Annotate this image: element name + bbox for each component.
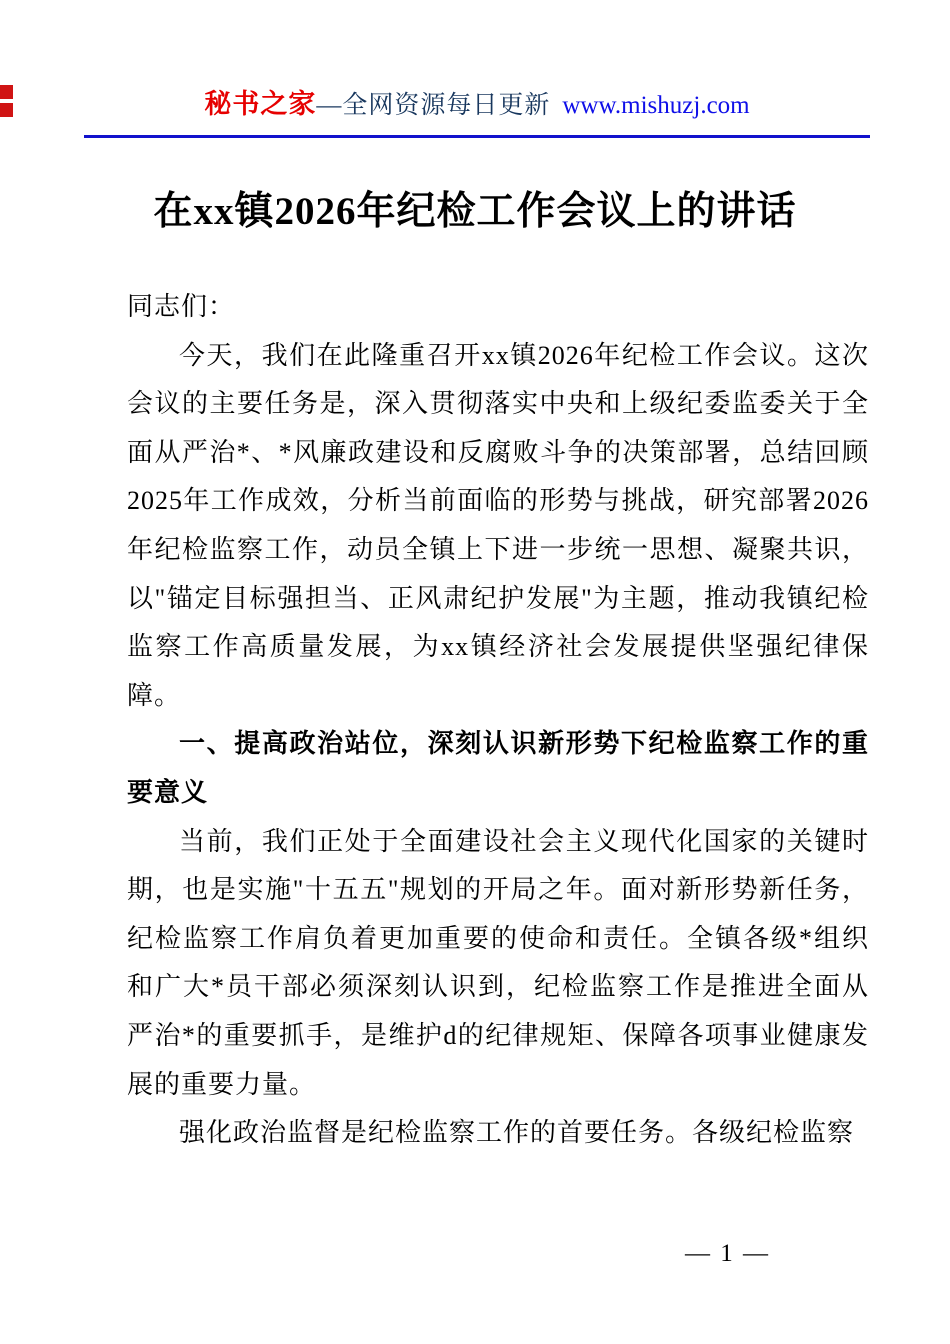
paragraph: 今天，我们在此隆重召开xx镇2026年纪检工作会议。这次会议的主要任务是，深入贯彻落实中央和上级纪委监委关于全面从严治*、*风廉政建设和反腐败斗争的决策部署，总结回顾2025年工作成效，分析当前面临的形势与挑战，研究部署2026年纪检监察工作，动员全镇上下进一步统一思想、凝聚共识，以"锚定目标强担当、正风肃纪护发展"为主题，推动我镇纪检监察工作高质量发展，为xx镇经济社会发展提供坚强纪律保障。: [127, 340, 869, 710]
site-brand: 秘书之家: [204, 89, 317, 119]
site-header: [84, 88, 870, 122]
red-corner-mark-bottom: [0, 103, 13, 117]
site-tagline: —全网资源每日更新: [316, 92, 551, 119]
document-title: 在xx镇2026年纪检工作会议上的讲话: [153, 190, 797, 233]
header-divider: [84, 135, 870, 138]
paragraph: 当前，我们正处于全面建设社会主义现代化国家的关键时期，也是实施"十五五"规划的开局之年。面对新形势新任务，纪检监察工作肩负着更加重要的使命和责任。全镇各级*组织和广大*员干部必须深刻认识到，纪检监察工作是推进全面从严治*的重要抓手，是维护d的纪律规矩、保障各项事业健康发展的重要力量。: [127, 826, 869, 1099]
red-corner-mark-top: [0, 85, 13, 99]
section-heading: 一、提高政治站位，深刻认识新形势下纪检监察工作的重要意义: [127, 729, 869, 807]
document-body: [127, 283, 869, 1158]
site-url-link[interactable]: www.mishuzj.com: [562, 92, 750, 119]
paragraph: 强化政治监督是纪检监察工作的首要任务。各级纪检监察: [179, 1118, 855, 1148]
page-number: — 1 —: [685, 1240, 770, 1267]
salutation: 同志们：: [127, 292, 236, 321]
